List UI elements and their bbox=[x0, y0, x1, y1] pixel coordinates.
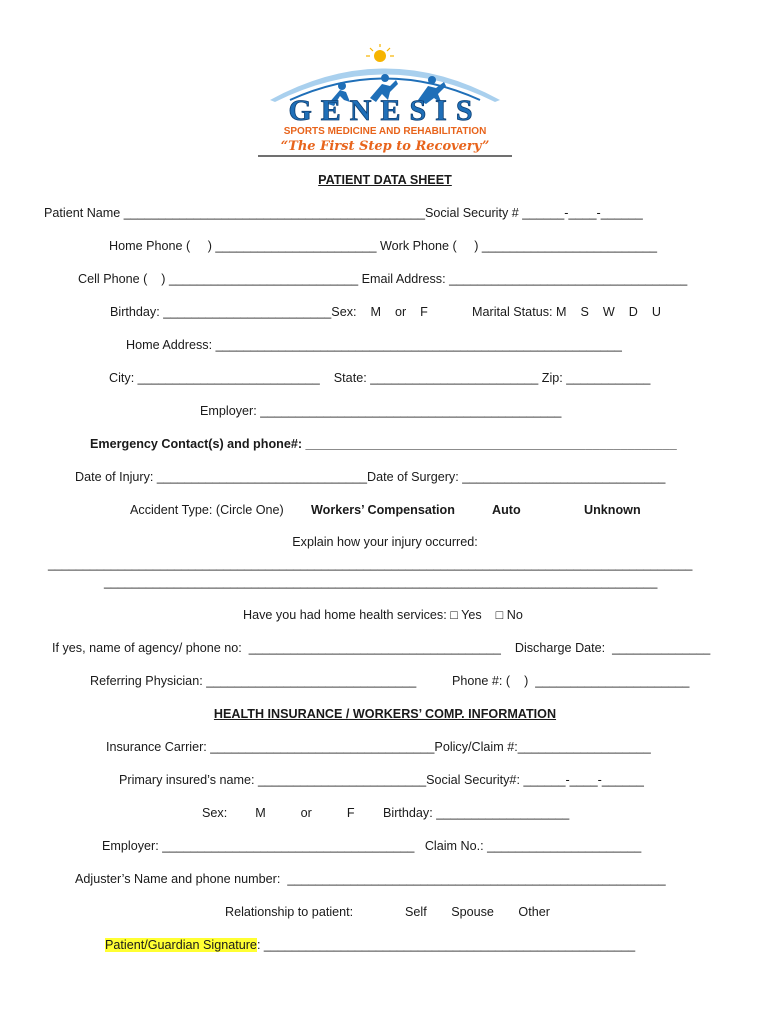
home-address-row[interactable]: Home Address: __________________________________________________________ bbox=[126, 338, 622, 352]
insured-sex-row[interactable]: Sex: M or F bbox=[202, 806, 355, 820]
agency-discharge-row[interactable]: If yes, name of agency/ phone no: ____________________________________ Discharge Date: ______________ bbox=[52, 641, 711, 655]
referring-physician-row[interactable]: Referring Physician: ______________________________ bbox=[90, 674, 417, 688]
patient-name-row[interactable]: Patient Name ___________________________________________Social Security # ______-____-______ bbox=[44, 206, 643, 220]
genesis-logo bbox=[250, 42, 520, 160]
accident-option-auto[interactable]: Auto bbox=[492, 503, 521, 517]
insured-birthday[interactable]: Birthday: ___________________ bbox=[383, 806, 570, 820]
home-health-row[interactable]: Have you had home health services: □ Yes □ No bbox=[243, 608, 523, 622]
marital-status[interactable]: Marital Status: M S W D U bbox=[472, 305, 661, 319]
adjuster-row[interactable]: Adjuster’s Name and phone number: ______________________________________________________ bbox=[75, 872, 666, 886]
logo-brand: GENESIS bbox=[288, 94, 482, 127]
relationship-options[interactable]: Self Spouse Other bbox=[405, 905, 550, 919]
accident-option-workers-comp[interactable]: Workers’ Compensation bbox=[311, 503, 455, 517]
injury-explain-line-1[interactable]: ____________________________________________________________________________________________ bbox=[48, 557, 693, 571]
emergency-contact-row[interactable]: Emergency Contact(s) and phone#: _____________________________________________________ bbox=[90, 437, 677, 451]
phone-row[interactable]: Home Phone ( ) _______________________ Work Phone ( ) _________________________ bbox=[109, 239, 658, 253]
logo-tagline: “The First Step to Recovery” bbox=[280, 139, 490, 154]
employer-row[interactable]: Employer: ___________________________________________ bbox=[200, 404, 562, 418]
signature-row[interactable] bbox=[105, 937, 635, 953]
cell-email-row[interactable]: Cell Phone ( ) ___________________________ Email Address: __________________________________ bbox=[78, 272, 688, 286]
relationship-label: Relationship to patient: bbox=[225, 905, 354, 919]
physician-phone[interactable]: Phone #: ( ) ______________________ bbox=[452, 674, 690, 688]
injury-explain-label: Explain how your injury occurred: bbox=[292, 535, 478, 549]
primary-insured-row[interactable]: Primary insured’s name: ________________________Social Security#: ______-____-______ bbox=[119, 773, 644, 787]
page-title: PATIENT DATA SHEET bbox=[318, 173, 452, 187]
injury-surgery-date-row[interactable]: Date of Injury: ______________________________Date of Surgery: _____________________________ bbox=[75, 470, 666, 484]
signature-line[interactable]: : _____________________________________________________ bbox=[256, 938, 636, 952]
insured-employer-row[interactable]: Employer: ____________________________________ Claim No.: ______________________ bbox=[102, 839, 642, 853]
sun-icon bbox=[374, 50, 386, 62]
accident-option-unknown[interactable]: Unknown bbox=[584, 503, 641, 517]
injury-explain-line-2[interactable]: _______________________________________________________________________________ bbox=[104, 575, 658, 589]
insurance-carrier-row[interactable]: Insurance Carrier: ________________________________Policy/Claim #:___________________ bbox=[106, 740, 651, 754]
logo-subtitle: SPORTS MEDICINE AND REHABILITATION bbox=[283, 126, 487, 137]
accident-type-label: Accident Type: (Circle One) bbox=[130, 503, 284, 517]
insurance-section-title: HEALTH INSURANCE / WORKERS’ COMP. INFORMATION bbox=[213, 707, 557, 721]
signature-label: Patient/Guardian Signature bbox=[105, 938, 257, 952]
city-state-zip-row[interactable]: City: __________________________ State: ________________________ Zip: ____________ bbox=[109, 371, 651, 385]
birthday-sex-row[interactable]: Birthday: ________________________Sex: M or F bbox=[110, 305, 428, 319]
